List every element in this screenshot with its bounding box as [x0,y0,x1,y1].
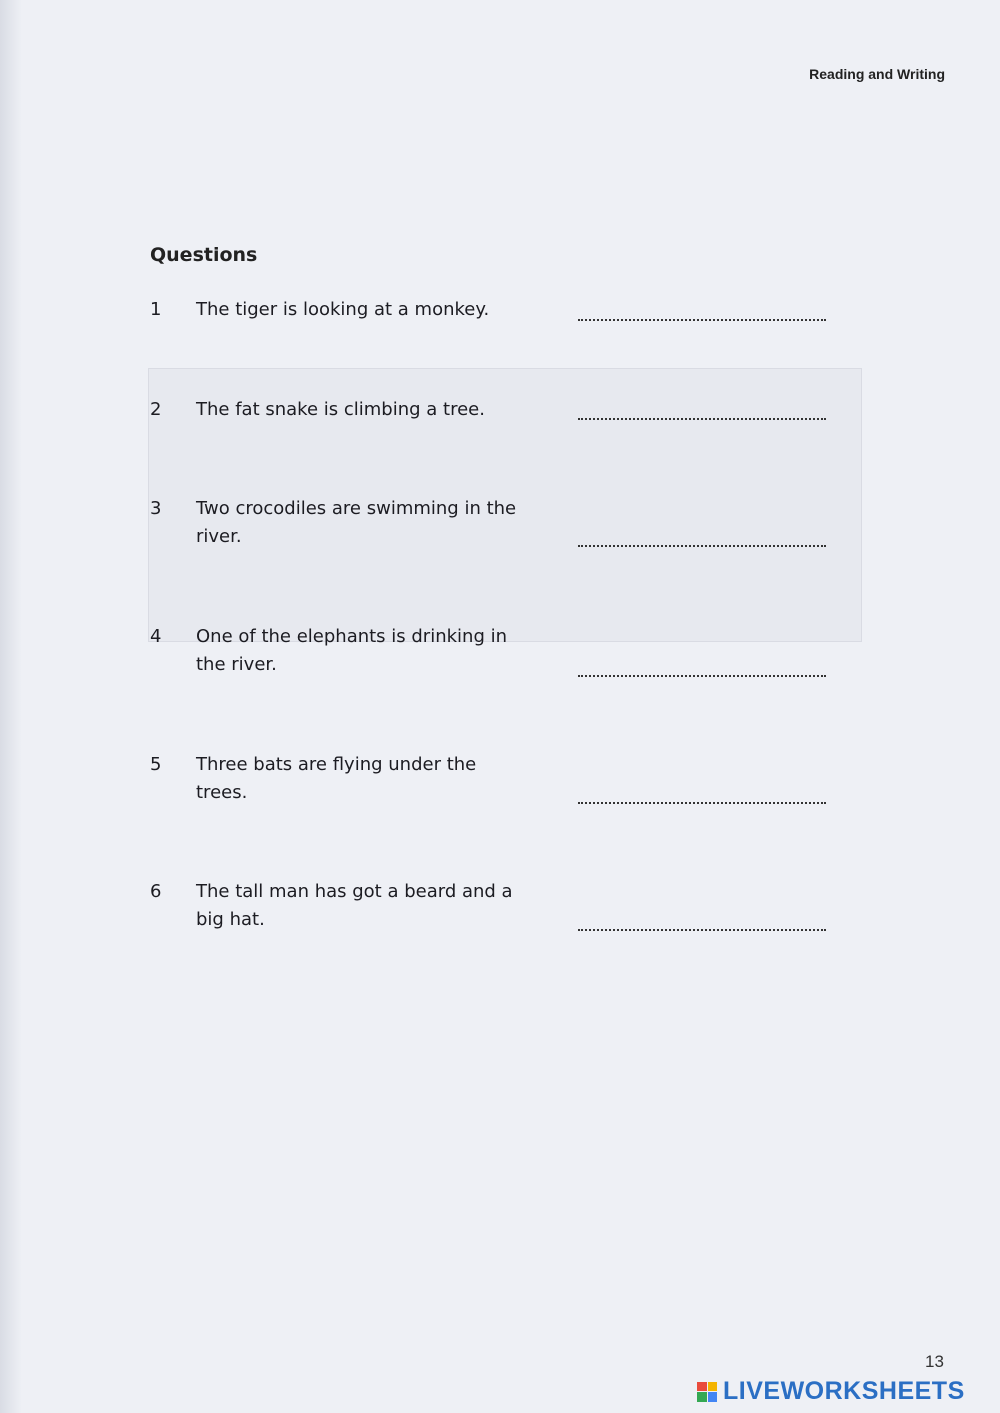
question-number: 2 [150,399,162,420]
logo-square [708,1382,718,1392]
answer-field-1[interactable] [578,319,826,321]
question-number: 4 [150,626,162,647]
question-text: Three bats are flying under the trees. [196,754,477,803]
logo-square [708,1392,718,1402]
question-number: 1 [150,299,162,320]
question-text: One of the elephants is drinking in the river. [196,626,508,675]
question-text: The tiger is looking at a monkey. [196,299,490,320]
questions-heading: Questions [150,244,258,266]
answer-field-5[interactable] [578,802,826,804]
watermark-text: LIVEWORKSHEETS [723,1377,965,1405]
question-text: The tall man has got a beard and a big hat. [196,881,513,930]
question-number: 5 [150,754,162,775]
answer-field-4[interactable] [578,675,826,677]
question-number: 6 [150,881,162,902]
logo-square [697,1382,707,1392]
question-number: 3 [150,498,162,519]
page-binding-edge [0,0,22,1413]
answer-field-6[interactable] [578,929,826,931]
liveworksheets-watermark [697,1377,965,1406]
question-text: The fat snake is climbing a tree. [196,399,485,420]
liveworksheets-logo-icon [697,1382,717,1402]
section-header: Reading and Writing [809,66,945,82]
question-text: Two crocodiles are swimming in the river. [196,498,517,547]
answer-field-2[interactable] [578,418,826,420]
answer-field-3[interactable] [578,545,826,547]
logo-square [697,1392,707,1402]
page-number: 13 [925,1352,944,1371]
